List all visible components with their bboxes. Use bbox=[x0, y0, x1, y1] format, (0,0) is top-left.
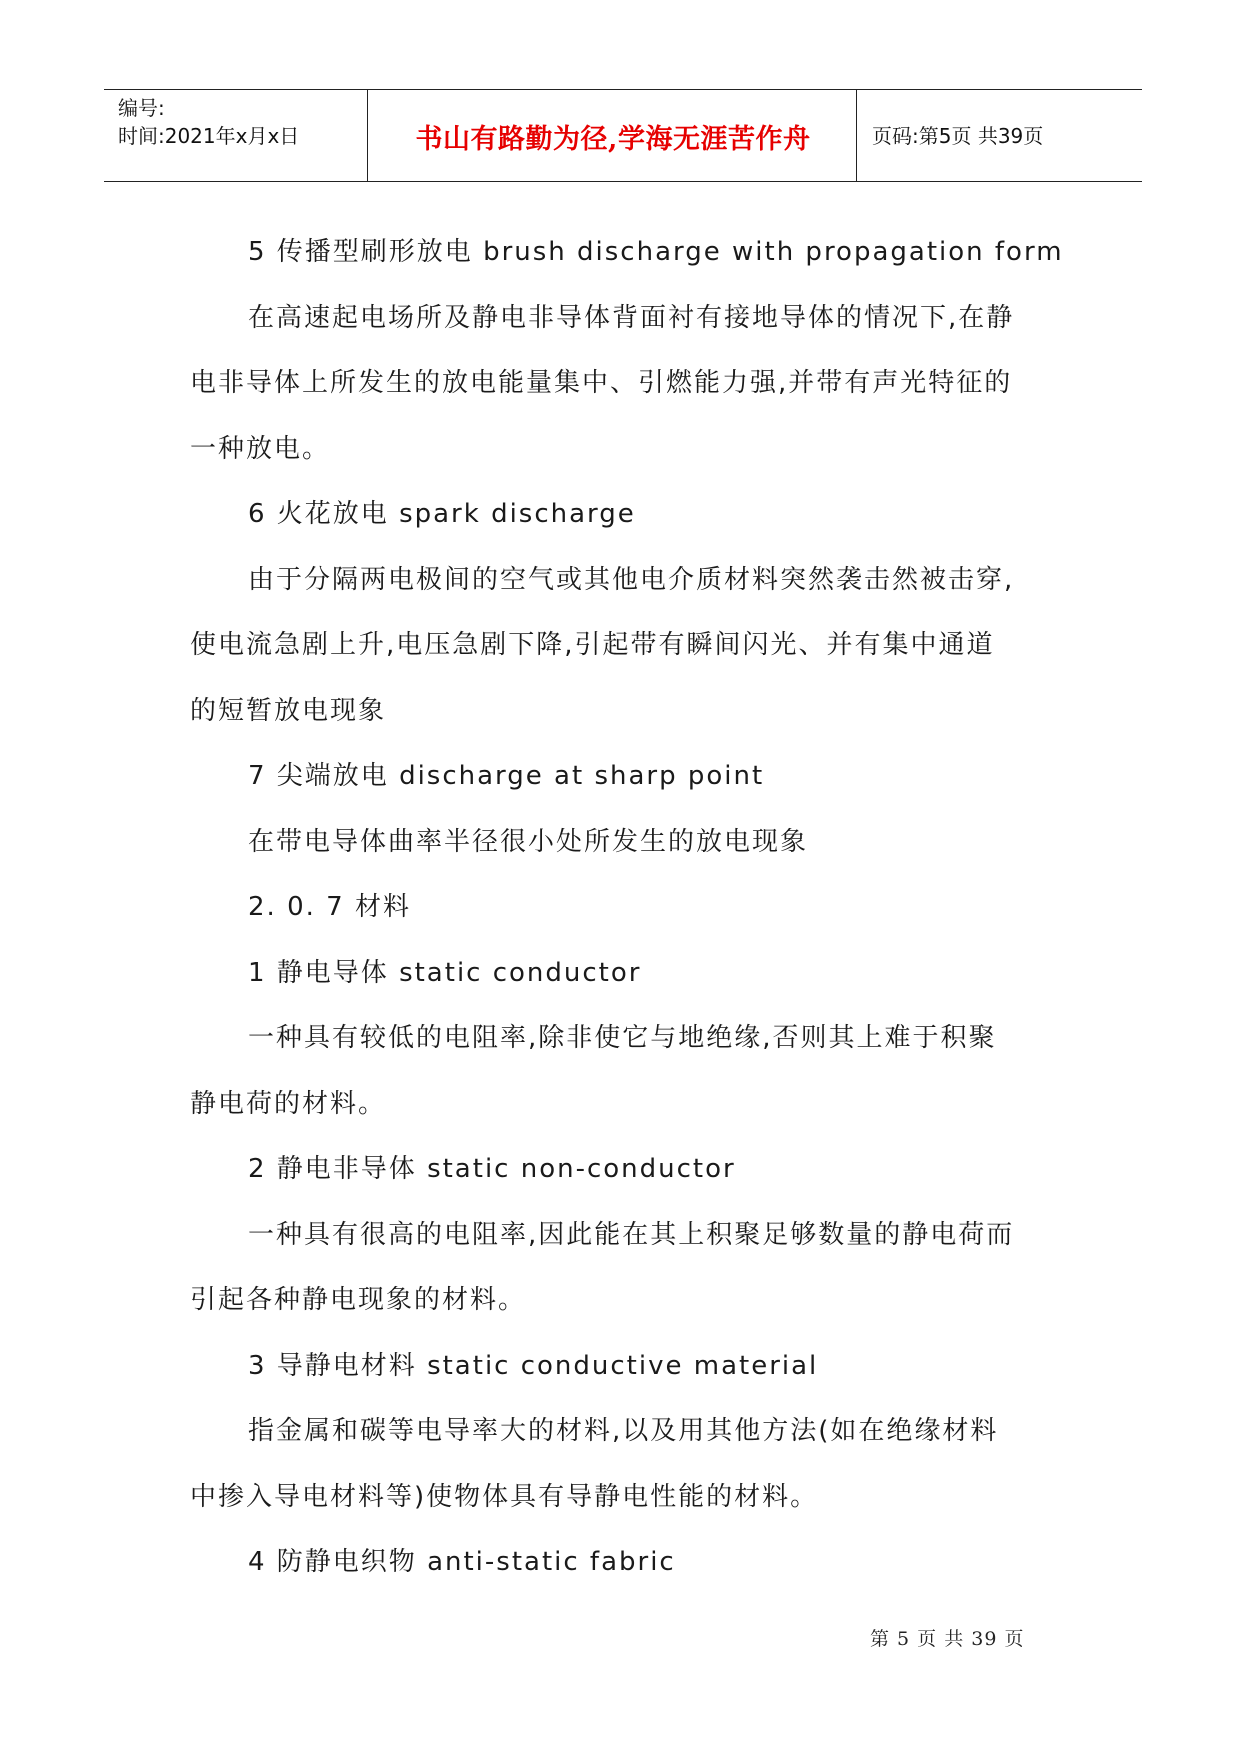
header-divider-left bbox=[367, 90, 368, 181]
time-label: 时间:2021年x月x日 bbox=[118, 124, 300, 148]
text-line: 2. 0. 7 材料 bbox=[248, 892, 411, 922]
text-line: 1 静电导体 static conductor bbox=[248, 957, 642, 988]
header-slogan: 书山有路勤为径,学海无涯苦作舟 bbox=[415, 124, 811, 155]
header-page-label: 页码:第5页 共39页 bbox=[872, 124, 1044, 148]
text-line: 5 传播型刷形放电 brush discharge with propagation form bbox=[248, 237, 1064, 267]
text-line: 2 静电非导体 static non-conductor bbox=[248, 1154, 736, 1184]
header-divider-right bbox=[856, 90, 857, 181]
page-footer: 第 5 页 共 39 页 bbox=[870, 1628, 1025, 1650]
document-body bbox=[190, 220, 1064, 1596]
text-line: 7 尖端放电 discharge at sharp point bbox=[248, 761, 765, 791]
text-line: 中掺入导电材料等)使物体具有导静电性能的材料。 bbox=[190, 1481, 819, 1512]
page-header bbox=[104, 89, 1142, 182]
text-line: 的短暂放电现象 bbox=[190, 695, 387, 726]
code-label: 编号: bbox=[118, 96, 165, 120]
text-line: 引起各种静电现象的材料。 bbox=[190, 1285, 527, 1315]
text-line: 静电荷的材料。 bbox=[190, 1088, 387, 1119]
text-line: 在高速起电场所及静电非导体背面衬有接地导体的情况下,在静 bbox=[248, 302, 1015, 333]
text-line: 由于分隔两电极间的空气或其他电介质材料突然袭击然被击穿, bbox=[248, 564, 1015, 595]
text-line: 在带电导体曲率半径很小处所发生的放电现象 bbox=[248, 826, 809, 857]
text-line: 一种具有很高的电阻率,因此能在其上积聚足够数量的静电荷而 bbox=[248, 1219, 1015, 1250]
text-line: 电非导体上所发生的放电能量集中、引燃能力强,并带有声光特征的 bbox=[190, 368, 1013, 398]
text-line: 使电流急剧上升,电压急剧下降,引起带有瞬间闪光、并有集中通道 bbox=[190, 630, 995, 660]
text-line: 指金属和碳等电导率大的材料,以及用其他方法(如在绝缘材料 bbox=[248, 1416, 999, 1446]
text-line: 3 导静电材料 static conductive material bbox=[248, 1350, 819, 1381]
header-meta bbox=[118, 94, 299, 150]
text-line: 6 火花放电 spark discharge bbox=[248, 499, 636, 529]
text-line: 一种放电。 bbox=[190, 433, 331, 464]
text-line: 4 防静电织物 anti-static fabric bbox=[248, 1547, 676, 1577]
text-line: 一种具有较低的电阻率,除非使它与地绝缘,否则其上难于积聚 bbox=[248, 1023, 997, 1053]
